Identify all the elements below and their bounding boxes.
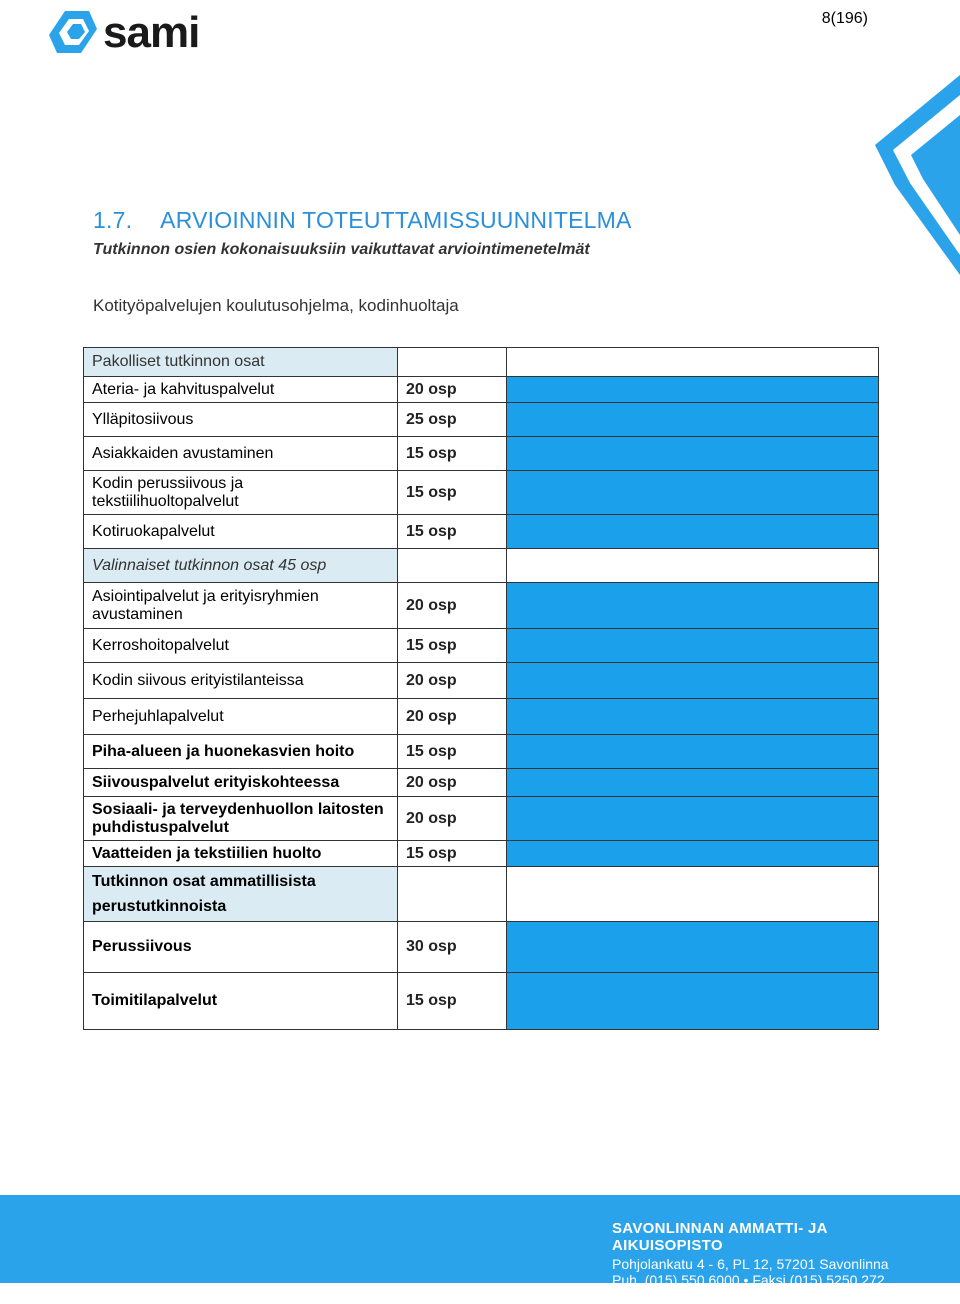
part-credits: 20 osp: [398, 797, 507, 841]
part-credits: 15 osp: [398, 515, 507, 549]
table-row: [84, 973, 879, 1030]
assessment-plan-table: [83, 347, 879, 1030]
section-heading: [93, 207, 632, 234]
empty-cell: [507, 549, 879, 583]
plan-cell: [507, 973, 879, 1030]
table-row: [84, 769, 879, 797]
plan-cell: [507, 377, 879, 403]
part-name: Asiointipalvelut ja erityisryhmien avustaminen: [84, 583, 398, 629]
part-credits: 20 osp: [398, 377, 507, 403]
plan-cell: [507, 922, 879, 973]
part-name: Asiakkaiden avustaminen: [84, 437, 398, 471]
plan-cell: [507, 699, 879, 735]
table-row: [84, 515, 879, 549]
table-row: [84, 922, 879, 973]
plan-cell: [507, 769, 879, 797]
table-row: [84, 403, 879, 437]
part-credits: 15 osp: [398, 735, 507, 769]
table-row: [84, 699, 879, 735]
table-row: [84, 377, 879, 403]
part-name: Toimitilapalvelut: [84, 973, 398, 1030]
table-row: [84, 583, 879, 629]
empty-cell: [398, 549, 507, 583]
footer-phone: Puh. (015) 550 6000 • Faksi (015) 5250 272: [612, 1272, 885, 1288]
group-vocational-label: Tutkinnon osat ammatillisista perustutkinnoista: [84, 867, 398, 922]
part-name: Vaatteiden ja tekstiilien huolto: [84, 841, 398, 867]
part-credits: 20 osp: [398, 699, 507, 735]
part-name: Kerroshoitopalvelut: [84, 629, 398, 663]
part-credits: 15 osp: [398, 437, 507, 471]
part-name: Ateria- ja kahvituspalvelut: [84, 377, 398, 403]
section-number: 1.7.: [93, 207, 133, 233]
part-credits: 15 osp: [398, 471, 507, 515]
part-name: Kotiruokapalvelut: [84, 515, 398, 549]
table-row: [84, 841, 879, 867]
group-optional-label: Valinnaiset tutkinnon osat 45 osp: [84, 549, 398, 583]
part-credits: 15 osp: [398, 841, 507, 867]
part-credits: 15 osp: [398, 629, 507, 663]
group-mandatory-label: Pakolliset tutkinnon osat: [84, 348, 398, 377]
plan-cell: [507, 437, 879, 471]
empty-cell: [398, 867, 507, 922]
group-header-row: [84, 348, 879, 377]
part-credits: 20 osp: [398, 583, 507, 629]
hexagon-cube-icon: [49, 11, 97, 53]
footer-institution: SAVONLINNAN AMMATTI- JA AIKUISOPISTO: [612, 1220, 828, 1254]
corner-hexagon-decoration: [875, 75, 960, 275]
plan-cell: [507, 841, 879, 867]
logo-wordmark: sami: [103, 8, 200, 57]
empty-cell: [398, 348, 507, 377]
table-row: [84, 797, 879, 841]
footer-address: Pohjolankatu 4 - 6, PL 12, 57201 Savonlinna: [612, 1256, 889, 1272]
section-title: ARVIOINNIN TOTEUTTAMISSUUNNITELMA: [160, 207, 632, 233]
plan-cell: [507, 583, 879, 629]
part-credits: 15 osp: [398, 973, 507, 1030]
part-name: Ylläpitosiivous: [84, 403, 398, 437]
part-name: Kodin perussiivous ja tekstiilihuoltopalvelut: [84, 471, 398, 515]
footer-contact: sami@samiedu.fi • www.samiedu.fi: [612, 1288, 838, 1304]
part-credits: 25 osp: [398, 403, 507, 437]
plan-cell: [507, 663, 879, 699]
table-row: [84, 663, 879, 699]
empty-cell: [507, 348, 879, 377]
empty-cell: [507, 867, 879, 922]
plan-cell: [507, 797, 879, 841]
plan-cell: [507, 629, 879, 663]
part-name: Perhejuhlapalvelut: [84, 699, 398, 735]
footer-email-link[interactable]: sami@samiedu.fi: [612, 1288, 720, 1304]
table-row: [84, 471, 879, 515]
part-credits: 30 osp: [398, 922, 507, 973]
sami-logo: [45, 5, 255, 57]
group-header-row: [84, 549, 879, 583]
part-name: Sosiaali- ja terveydenhuollon laitosten puhdistuspalvelut: [84, 797, 398, 841]
plan-cell: [507, 471, 879, 515]
part-name: Kodin siivous erityistilanteissa: [84, 663, 398, 699]
section-subtitle: Tutkinnon osien kokonaisuuksiin vaikuttavat arviointimenetelmät: [93, 241, 590, 258]
plan-cell: [507, 735, 879, 769]
footer: [612, 1220, 917, 1304]
plan-cell: [507, 403, 879, 437]
table-row: [84, 629, 879, 663]
part-name: Siivouspalvelut erityiskohteessa: [84, 769, 398, 797]
plan-cell: [507, 515, 879, 549]
page-number: 8(196): [821, 10, 868, 27]
footer-web-link[interactable]: www.samiedu.fi: [732, 1288, 838, 1304]
part-name: Piha-alueen ja huonekasvien hoito: [84, 735, 398, 769]
part-name: Perussiivous: [84, 922, 398, 973]
part-credits: 20 osp: [398, 769, 507, 797]
program-name: Kotityöpalvelujen koulutusohjelma, kodinhuoltaja: [93, 296, 459, 315]
group-header-row: [84, 867, 879, 922]
table-row: [84, 437, 879, 471]
part-credits: 20 osp: [398, 663, 507, 699]
table-row: [84, 735, 879, 769]
